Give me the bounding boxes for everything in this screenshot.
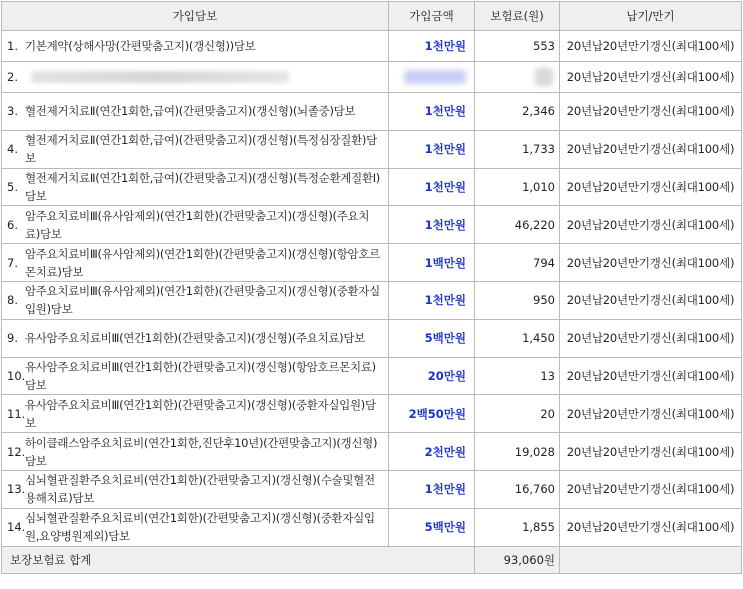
- coverage-name: 암주요치료비Ⅲ(유사암제외)(연간1회한)(간편맞춤고지)(갱신형)(주요치료)담보: [25, 208, 370, 241]
- row-number: 6.: [7, 217, 18, 232]
- header-term: 납기/만기: [560, 2, 742, 31]
- coverage-amount: 1천만원: [389, 130, 475, 168]
- table-row: [2, 319, 742, 357]
- total-label: 보장보험료 합계: [2, 546, 475, 573]
- coverage-premium: 16,760: [475, 470, 560, 508]
- table-row: [2, 62, 742, 93]
- coverage-name-cell: [2, 470, 389, 508]
- coverage-amount: 5백만원: [389, 508, 475, 546]
- table-row: [2, 470, 742, 508]
- coverage-amount: 20만원: [389, 357, 475, 395]
- table-row: [2, 93, 742, 131]
- row-number: 7.: [7, 255, 18, 270]
- coverage-name: 유사암주요치료비Ⅲ(연간1회한)(간편맞춤고지)(갱신형)(항암호르몬치료)담보: [25, 359, 376, 392]
- header-amount: 가입금액: [389, 2, 475, 31]
- table-row: [2, 206, 742, 244]
- coverage-premium: 1,733: [475, 130, 560, 168]
- table-row: [2, 508, 742, 546]
- coverage-name: 혈전제거치료Ⅱ(연간1회한,급여)(간편맞춤고지)(갱신형)(특정순환계질환Ⅰ)담보: [25, 170, 380, 203]
- row-number: 3.: [7, 104, 18, 119]
- coverage-name: 기본계약(상해사망(간편맞춤고지)(갱신형))담보: [25, 39, 256, 53]
- coverage-name-cell: [2, 319, 389, 357]
- coverage-name-cell: [2, 508, 389, 546]
- coverage-premium: 46,220: [475, 206, 560, 244]
- table-body: [2, 31, 742, 547]
- coverage-amount: 2백50만원: [389, 395, 475, 433]
- coverage-term: 20년납20년만기갱신(최대100세): [560, 130, 742, 168]
- coverage-premium: 13: [475, 357, 560, 395]
- coverage-amount: 1천만원: [389, 31, 475, 62]
- row-number: 13.: [7, 482, 26, 497]
- coverage-name-cell: [2, 395, 389, 433]
- coverage-name-cell: [2, 62, 389, 93]
- table-row: [2, 244, 742, 282]
- coverage-premium: 19,028: [475, 433, 560, 471]
- table-row: [2, 31, 742, 62]
- row-number: 12.: [7, 444, 26, 459]
- coverage-amount: 2천만원: [389, 433, 475, 471]
- total-row: [2, 546, 742, 573]
- row-number: 1.: [7, 39, 18, 53]
- coverage-term: 20년납20년만기갱신(최대100세): [560, 470, 742, 508]
- coverage-amount: 1천만원: [389, 93, 475, 131]
- coverage-amount: 1백만원: [389, 244, 475, 282]
- table-row: [2, 168, 742, 206]
- coverage-term: 20년납20년만기갱신(최대100세): [560, 281, 742, 319]
- coverage-name-cell: [2, 433, 389, 471]
- coverage-name: 심뇌혈관질환주요치료비(연간1회한)(간편맞춤고지)(갱신형)(수술및혈전용해치료)담보: [25, 473, 375, 506]
- coverage-premium: [475, 62, 560, 93]
- table-header-row: [2, 2, 742, 31]
- table-row: [2, 433, 742, 471]
- row-number: 9.: [7, 331, 18, 346]
- coverage-name: 유사암주요치료비Ⅲ(연간1회한)(간편맞춤고지)(갱신형)(중환자실입원)담보: [25, 397, 376, 430]
- coverage-term: 20년납20년만기갱신(최대100세): [560, 508, 742, 546]
- coverage-name-cell: [2, 168, 389, 206]
- table-row: [2, 130, 742, 168]
- coverage-name-cell: [2, 130, 389, 168]
- coverage-amount: 1천만원: [389, 206, 475, 244]
- row-number: 5.: [7, 179, 18, 194]
- coverage-premium: 1,450: [475, 319, 560, 357]
- coverage-term: 20년납20년만기갱신(최대100세): [560, 395, 742, 433]
- header-coverage: 가입담보: [2, 2, 389, 31]
- table-row: [2, 281, 742, 319]
- coverage-name: 유사암주요치료비Ⅲ(연간1회한)(간편맞춤고지)(갱신형)(주요치료)담보: [25, 331, 365, 346]
- header-premium: 보험료(원): [475, 2, 560, 31]
- coverage-term: 20년납20년만기갱신(최대100세): [560, 93, 742, 131]
- table-row: [2, 357, 742, 395]
- coverage-name: 혈전제거치료Ⅱ(연간1회한,급여)(간편맞춤고지)(갱신형)(특정심장질환)담보: [25, 133, 377, 166]
- coverage-term: 20년납20년만기갱신(최대100세): [560, 433, 742, 471]
- coverage-term: 20년납20년만기갱신(최대100세): [560, 319, 742, 357]
- coverage-name: 혈전제거치료Ⅱ(연간1회한,급여)(간편맞춤고지)(갱신형)(뇌졸중)담보: [25, 104, 356, 119]
- coverage-name-cell: [2, 357, 389, 395]
- coverage-table: [1, 1, 742, 574]
- coverage-term: 20년납20년만기갱신(최대100세): [560, 244, 742, 282]
- coverage-name-cell: [2, 93, 389, 131]
- coverage-term: 20년납20년만기갱신(최대100세): [560, 168, 742, 206]
- row-number: 10.: [7, 368, 26, 383]
- row-number: 4.: [7, 142, 18, 157]
- total-premium: 93,060원: [475, 546, 560, 573]
- redacted-coverage-name: [31, 71, 289, 83]
- coverage-premium: 553: [475, 31, 560, 62]
- coverage-name-cell: [2, 206, 389, 244]
- total-empty-cell: [560, 546, 742, 573]
- redacted-amount: [404, 70, 466, 84]
- coverage-amount: [389, 62, 475, 93]
- coverage-amount: 5백만원: [389, 319, 475, 357]
- table-row: [2, 395, 742, 433]
- coverage-name: 암주요치료비Ⅲ(유사암제외)(연간1회한)(간편맞춤고지)(갱신형)(중환자실입원)담보: [25, 284, 380, 317]
- coverage-amount: 1천만원: [389, 281, 475, 319]
- coverage-name: 하이클래스암주요치료비(연간1회한,진단후10년)(간편맞춤고지)(갱신형)담보: [25, 435, 378, 468]
- redacted-premium: [535, 68, 553, 86]
- coverage-amount: 1천만원: [389, 168, 475, 206]
- row-number: 2.: [7, 70, 18, 84]
- coverage-premium: 1,010: [475, 168, 560, 206]
- coverage-name-cell: [2, 244, 389, 282]
- coverage-term: 20년납20년만기갱신(최대100세): [560, 357, 742, 395]
- coverage-premium: 2,346: [475, 93, 560, 131]
- coverage-amount: 1천만원: [389, 470, 475, 508]
- coverage-premium: 20: [475, 395, 560, 433]
- row-number: 11.: [7, 406, 26, 421]
- coverage-term: 20년납20년만기갱신(최대100세): [560, 206, 742, 244]
- coverage-name-cell: [2, 281, 389, 319]
- coverage-premium: 794: [475, 244, 560, 282]
- row-number: 8.: [7, 293, 18, 308]
- row-number: 14.: [7, 520, 26, 535]
- coverage-name: 암주요치료비Ⅲ(유사암제외)(연간1회한)(간편맞춤고지)(갱신형)(항암호르몬치료)담보: [25, 246, 380, 279]
- coverage-name-cell: [2, 31, 389, 62]
- coverage-term: 20년납20년만기갱신(최대100세): [560, 31, 742, 62]
- coverage-name: 심뇌혈관질환주요치료비(연간1회한)(간편맞춤고지)(갱신형)(중환자실입원,요양병원제외)담보: [25, 511, 375, 544]
- coverage-premium: 950: [475, 281, 560, 319]
- coverage-premium: 1,855: [475, 508, 560, 546]
- coverage-term: 20년납20년만기갱신(최대100세): [560, 62, 742, 93]
